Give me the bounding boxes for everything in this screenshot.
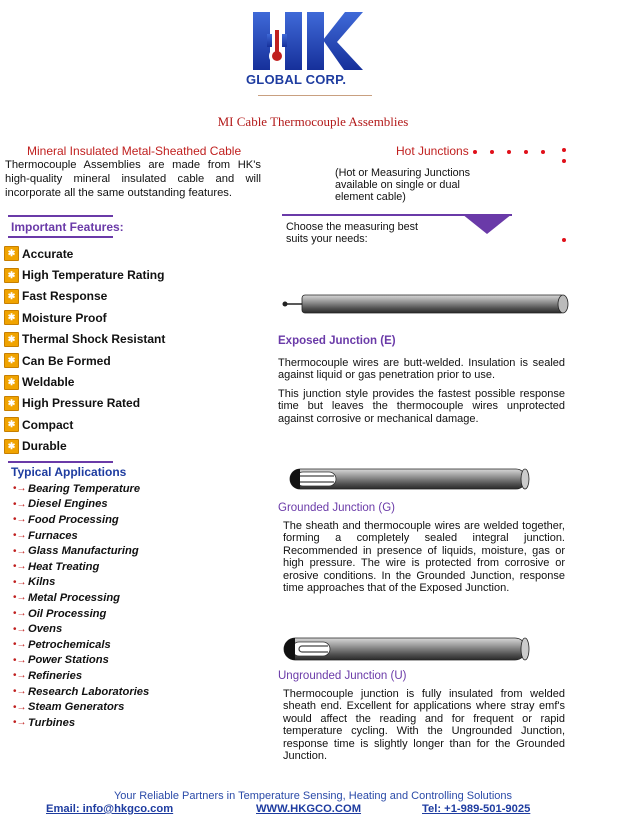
list-item: ✱ Durable [4, 436, 165, 457]
star-icon: ✱ [4, 417, 19, 432]
features-rule [8, 215, 113, 217]
arrow-icon: •→ [13, 545, 27, 557]
features-rule-bottom [8, 236, 113, 238]
star-icon: ✱ [4, 375, 19, 390]
list-item: ✱ Fast Response [4, 286, 165, 307]
list-item: •→ Furnaces [13, 529, 78, 542]
intro-text: Thermocouple Assemblies are made from HK's high-quality mineral insulated cable and will incorporate all the same outstanding features. [5, 159, 261, 199]
star-icon: ✱ [4, 439, 19, 454]
list-item: •→ Heat Treating [13, 560, 100, 573]
list-item: ✱ High Temperature Rating [4, 264, 165, 285]
company-name: GLOBAL CORP. [246, 72, 347, 87]
list-item: ✱ Compact [4, 414, 165, 435]
list-item: ✱ Weldable [4, 371, 165, 392]
arrow-icon: •→ [13, 483, 27, 495]
grounded-junction-heading: Grounded Junction (G) [278, 502, 395, 514]
list-item: •→ Glass Manufacturing [13, 545, 139, 558]
applications-list [13, 481, 149, 731]
list-item: •→ Steam Generators [13, 701, 125, 714]
grounded-junction-illustration [282, 466, 572, 492]
ungrounded-junction-illustration [282, 635, 572, 663]
list-item: •→ Oil Processing [13, 607, 107, 620]
features-list [4, 243, 165, 457]
list-item: ✱ Can Be Formed [4, 350, 165, 371]
exposed-junction-heading: Exposed Junction (E) [278, 335, 396, 347]
intro-heading: Mineral Insulated Metal-Sheathed Cable [27, 144, 242, 158]
list-item: •→ Food Processing [13, 513, 119, 526]
arrow-icon: •→ [13, 717, 27, 729]
page-title: MI Cable Thermocouple Assemblies [217, 114, 409, 129]
arrow-icon: •→ [13, 608, 27, 620]
hot-junctions-heading: Hot Junctions [396, 144, 469, 158]
list-item: ✱ Moisture Proof [4, 307, 165, 328]
ungrounded-junction-text: Thermocouple junction is fully insulated from welded sheath end. Excellent for applications where stray emf's would affect the reading and for frequent or rapid temperature cycling. With the Ungrounded Junction, response time is slightly longer than for the Grounded Junction. [283, 688, 565, 763]
arrow-icon: •→ [13, 623, 27, 635]
list-item: •→ Metal Processing [13, 591, 121, 604]
list-item: •→ Refineries [13, 669, 83, 682]
star-icon: ✱ [4, 353, 19, 368]
grounded-junction-text: The sheath and thermocouple wires are welded together, forming a completely sealed integral junction. Recommended in presence of liquids, moisture, gas or high pressure. The wire is protected from corrosive or erosive conditions. In the Grounded Junction, response time approaches that of the Exposed Junction. [283, 520, 565, 595]
star-icon: ✱ [4, 310, 19, 325]
logo-divider [258, 95, 372, 96]
star-icon: ✱ [4, 396, 19, 411]
exposed-junction-text-2: This junction style provides the fastest possible response time but leaves the thermocouple wires unprotected against corrosive or mechanical damage. [278, 388, 565, 425]
arrow-icon: •→ [13, 498, 27, 510]
arrow-icon: •→ [13, 592, 27, 604]
ungrounded-junction-heading: Ungrounded Junction (U) [278, 670, 407, 682]
arrow-icon: •→ [13, 514, 27, 526]
star-icon: ✱ [4, 332, 19, 347]
applications-title: Typical Applications [11, 465, 127, 479]
list-item: •→ Kilns [13, 576, 56, 589]
apps-rule [8, 461, 113, 463]
list-item: •→ Diesel Engines [13, 498, 108, 511]
arrow-icon: •→ [13, 686, 27, 698]
exposed-junction-text-1: Thermocouple wires are butt-welded. Insulation is sealed against liquid or gas penetration prior to use. [278, 357, 565, 382]
list-item: •→ Ovens [13, 623, 63, 636]
arrow-icon: •→ [13, 561, 27, 573]
list-item: •→ Research Laboratories [13, 685, 150, 698]
list-item: ✱ Accurate [4, 243, 165, 264]
list-item: ✱ High Pressure Rated [4, 393, 165, 414]
arrow-icon: •→ [13, 576, 27, 588]
arrow-icon: •→ [13, 670, 27, 682]
star-icon: ✱ [4, 246, 19, 261]
website-link[interactable]: WWW.HKGCO.COM [256, 803, 362, 815]
choose-text: Choose the measuring best suits your needs: [286, 221, 419, 245]
features-title: Important Features: [11, 220, 124, 234]
list-item: •→ Turbines [13, 716, 76, 729]
hot-junctions-note: (Hot or Measuring Junctions available on single or dual element cable) [335, 167, 471, 203]
star-icon: ✱ [4, 289, 19, 304]
list-item: •→ Petrochemicals [13, 638, 111, 651]
list-item: ✱ Thermal Shock Resistant [4, 329, 165, 350]
exposed-junction-illustration [282, 293, 572, 315]
star-icon: ✱ [4, 268, 19, 283]
arrow-icon: •→ [13, 530, 27, 542]
phone-link[interactable]: Tel: +1-989-501-9025 [422, 803, 531, 815]
arrow-icon: •→ [13, 701, 27, 713]
footer-tagline: Your Reliable Partners in Temperature Sensing, Heating and Controlling Solutions [113, 790, 513, 802]
arrow-icon: •→ [13, 639, 27, 651]
list-item: •→ Power Stations [13, 654, 109, 667]
email-link[interactable]: Email: info@hkgco.com [46, 803, 174, 815]
arrow-icon: •→ [13, 654, 27, 666]
list-item: •→ Bearing Temperature [13, 482, 141, 495]
